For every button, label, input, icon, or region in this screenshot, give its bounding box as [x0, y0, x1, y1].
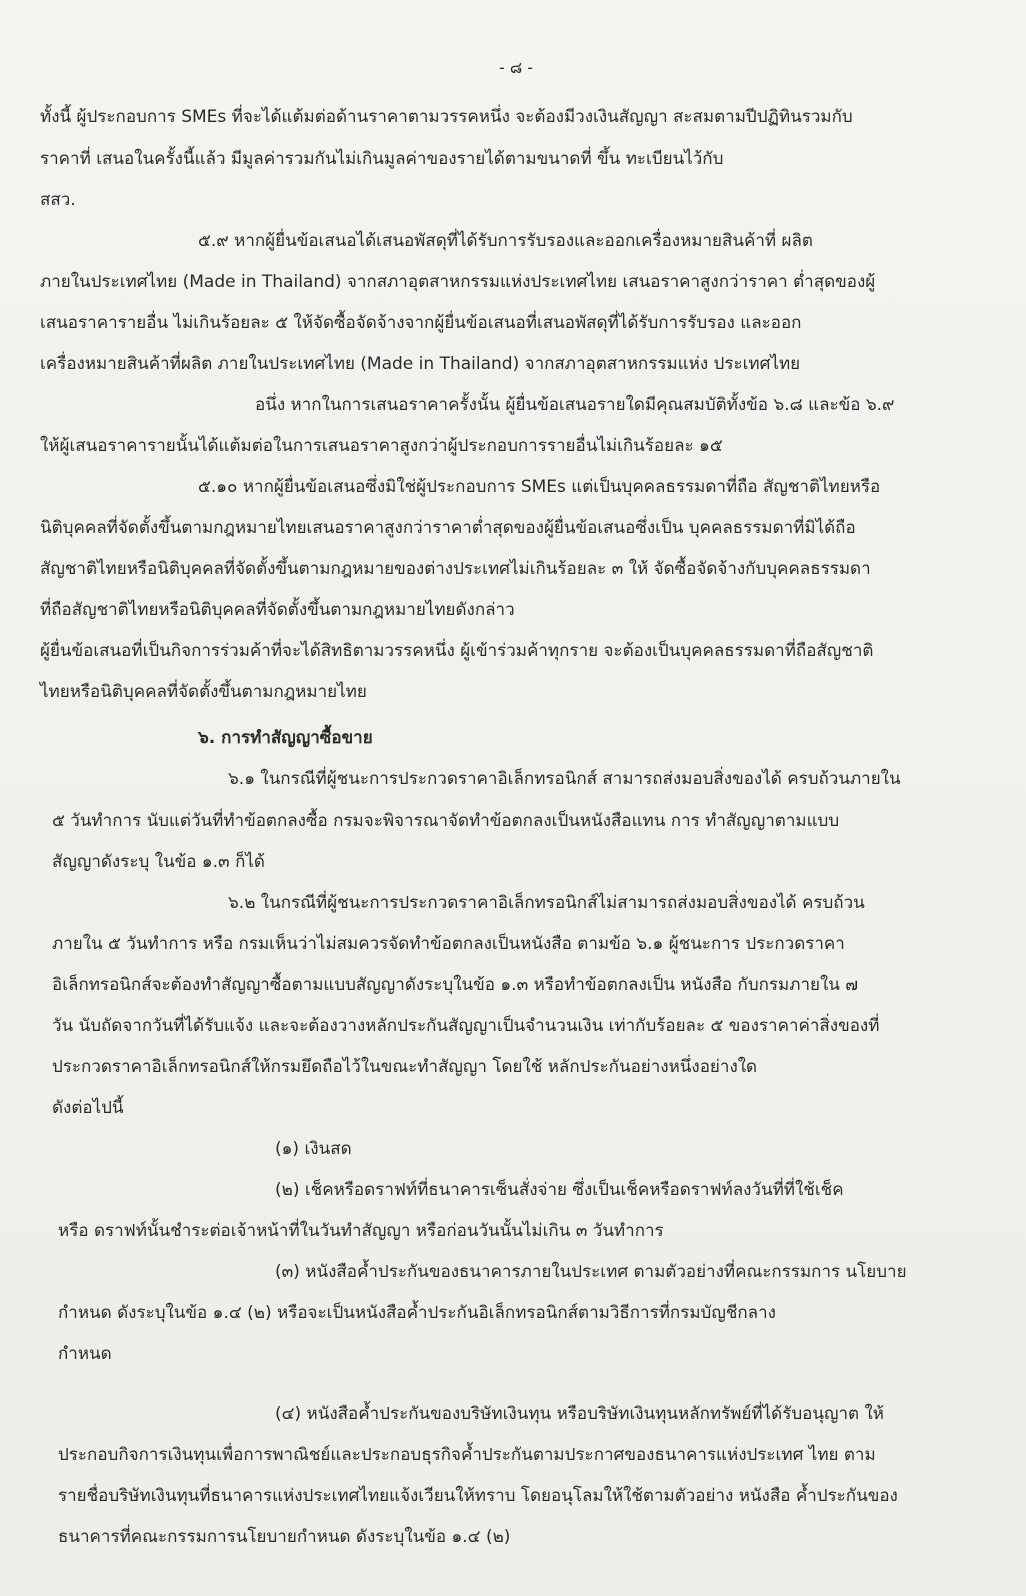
text-line: ให้ผู้เสนอราคารายนั้นได้แต้มต่อในการเสนอราคาสูงกว่าผู้ประกอบการรายอื่นไม่เกินร้อยละ ๑๕: [40, 436, 723, 456]
list-item: (๓) หนังสือค้ำประกันของธนาคารภายในประเทศ ตามตัวอย่างที่คณะกรรมการ นโยบาย: [275, 1262, 907, 1282]
text-line: ไทยหรือนิติบุคคลที่จัดตั้งขึ้นตามกฎหมายไทย: [40, 682, 367, 702]
text-line: ภายใน ๕ วันทำการ หรือ กรมเห็นว่าไม่สมควรจัดทำข้อตกลงเป็นหนังสือ ตามข้อ ๖.๑ ผู้ชนะการ ประกวดราคา: [52, 934, 845, 954]
text-line: อิเล็กทรอนิกส์จะต้องทำสัญญาซื้อตามแบบสัญญาดังระบุในข้อ ๑.๓ หรือทำข้อตกลงเป็น หนังสือ กับกรมภายใน ๗: [52, 975, 859, 995]
text-line: ดังต่อไปนี้: [52, 1098, 124, 1118]
text-line: ราคาที่ เสนอในครั้งนี้แล้ว มีมูลค่ารวมกันไม่เกินมูลค่าของรายได้ตามขนาดที่ ขึ้น ทะเบียนไว้กับ: [40, 149, 724, 169]
text-line: ๕.๙ หากผู้ยื่นข้อเสนอได้เสนอพัสดุที่ได้รับการรับรองและออกเครื่องหมายสินค้าที่ ผลิต: [198, 231, 813, 251]
text-line: ภายในประเทศไทย (Made in Thailand) จากสภาอุตสาหกรรมแห่งประเทศไทย เสนอราคาสูงกว่าราคา ต่ำสุดของผู้: [40, 272, 876, 292]
text-line: เสนอราคารายอื่น ไม่เกินร้อยละ ๕ ให้จัดซื้อจัดจ้างจากผู้ยื่นข้อเสนอที่เสนอพัสดุที่ได้รับการรับรอง และออก: [40, 313, 802, 333]
text-line: ๖.๒ ในกรณีที่ผู้ชนะการประกวดราคาอิเล็กทรอนิกส์ไม่สามารถส่งมอบสิ่งของได้ ครบถ้วน: [228, 893, 865, 913]
text-line: อนึ่ง หากในการเสนอราคาครั้งนั้น ผู้ยื่นข้อเสนอรายใดมีคุณสมบัติทั้งข้อ ๖.๘ และข้อ ๖.๙: [255, 395, 895, 415]
section-heading: ๖. การทำสัญญาซื้อขาย: [198, 728, 373, 748]
text-line: เครื่องหมายสินค้าที่ผลิต ภายในประเทศไทย (Made in Thailand) จากสภาอุตสาหกรรมแห่ง ประเทศไทย: [40, 354, 801, 374]
page-number: - ๘ -: [499, 58, 534, 77]
text-line: ผู้ยื่นข้อเสนอที่เป็นกิจการร่วมค้าที่จะได้สิทธิตามวรรคหนึ่ง ผู้เข้าร่วมค้าทุกราย จะต้องเป็นบุคคลธรรมดาที่ถือสัญชาติ: [40, 641, 874, 661]
text-line: รายชื่อบริษัทเงินทุนที่ธนาคารแห่งประเทศไทยแจ้งเวียนให้ทราบ โดยอนุโลมให้ใช้ตามตัวอย่าง หนังสือ ค้ำประกันของ: [58, 1486, 898, 1506]
text-line: ทั้งนี้ ผู้ประกอบการ SMEs ที่จะได้แต้มต่อด้านราคาตามวรรคหนึ่ง จะต้องมีวงเงินสัญญา สะสมตามปีปฏิทินรวมกับ: [40, 107, 853, 127]
text-line: ๖.๑ ในกรณีที่ผู้ชนะการประกวดราคาอิเล็กทรอนิกส์ สามารถส่งมอบสิ่งของได้ ครบถ้วนภายใน: [228, 769, 901, 789]
list-item: (๔) หนังสือค้ำประกันของบริษัทเงินทุน หรือบริษัทเงินทุนหลักทรัพย์ที่ได้รับอนุญาต ให้: [275, 1404, 884, 1424]
text-line: กำหนด ดังระบุในข้อ ๑.๔ (๒) หรือจะเป็นหนังสือค้ำประกันอิเล็กทรอนิกส์ตามวิธีการที่กรมบัญชีกลาง: [58, 1303, 776, 1323]
text-line: กำหนด: [58, 1344, 112, 1364]
text-line: นิติบุคคลที่จัดตั้งขึ้นตามกฎหมายไทยเสนอราคาสูงกว่าราคาต่ำสุดของผู้ยื่นข้อเสนอซึ่งเป็น บุคคลธรรมดาที่มิได้ถือ: [40, 518, 856, 538]
text-line: ที่ถือสัญชาติไทยหรือนิติบุคคลที่จัดตั้งขึ้นตามกฎหมายไทยดังกล่าว: [40, 600, 515, 620]
text-line: ๕ วันทำการ นับแต่วันที่ทำข้อตกลงซื้อ กรมจะพิจารณาจัดทำข้อตกลงเป็นหนังสือแทน การ ทำสัญญาตามแบบ: [52, 811, 840, 831]
text-line: ธนาคารที่คณะกรรมการนโยบายกำหนด ดังระบุในข้อ ๑.๔ (๒): [58, 1527, 511, 1547]
text-line: ประกอบกิจการเงินทุนเพื่อการพาณิชย์และประกอบธุรกิจค้ำประกันตามประกาศของธนาคารแห่งประเทศ ไทย ตาม: [58, 1445, 876, 1465]
text-line: สัญชาติไทยหรือนิติบุคคลที่จัดตั้งขึ้นตามกฎหมายของต่างประเทศไม่เกินร้อยละ ๓ ให้ จัดซื้อจัดจ้างกับบุคคลธรรมดา: [40, 559, 871, 579]
text-line: หรือ ดราฟท์นั้นชำระต่อเจ้าหน้าที่ในวันทำสัญญา หรือก่อนวันนั้นไม่เกิน ๓ วันทำการ: [58, 1221, 664, 1241]
text-line: ๕.๑๐ หากผู้ยื่นข้อเสนอซึ่งมิใช่ผู้ประกอบการ SMEs แต่เป็นบุคคลธรรมดาที่ถือ สัญชาติไทยหรือ: [198, 477, 881, 497]
text-line: สัญญาดังระบุ ในข้อ ๑.๓ ก็ได้: [52, 852, 265, 872]
text-line: สสว.: [40, 190, 76, 210]
list-item: (๑) เงินสด: [275, 1139, 352, 1159]
text-line: ประกวดราคาอิเล็กทรอนิกส์ให้กรมยึดถือไว้ในขณะทำสัญญา โดยใช้ หลักประกันอย่างหนึ่งอย่างใด: [52, 1057, 758, 1077]
text-line: วัน นับถัดจากวันที่ได้รับแจ้ง และจะต้องวางหลักประกันสัญญาเป็นจำนวนเงิน เท่ากับร้อยละ ๕ ของราคาค่าสิ่งของที่: [52, 1016, 880, 1036]
list-item: (๒) เช็คหรือดราฟท์ที่ธนาคารเซ็นสั่งจ่าย ซึ่งเป็นเช็คหรือดราฟท์ลงวันที่ที่ใช้เช็ค: [275, 1180, 844, 1200]
